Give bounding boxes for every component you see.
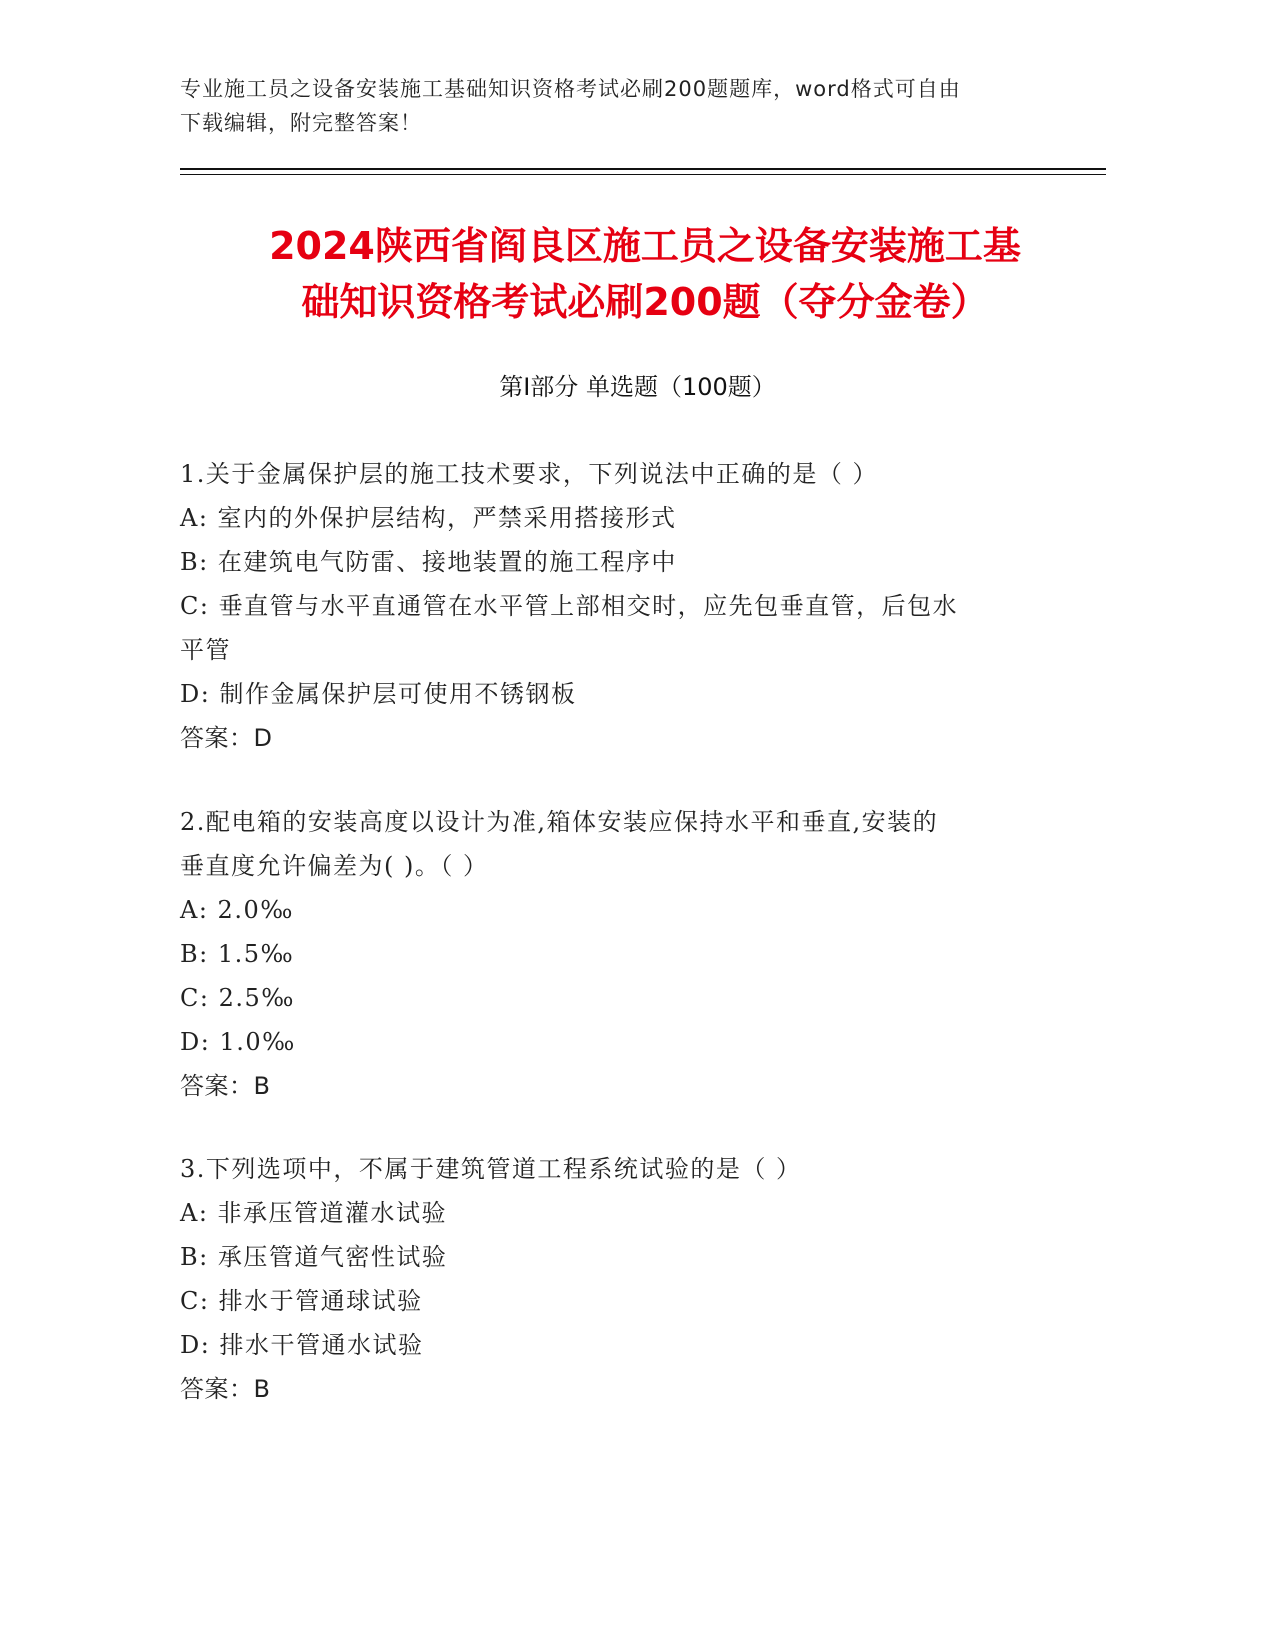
option-a: A: 室内的外保护层结构，严禁采用搭接形式 xyxy=(180,504,677,532)
section-heading: 第Ⅰ部分 单选题（100题） xyxy=(499,373,776,401)
option-a: A: 非承压管道灌水试验 xyxy=(180,1199,448,1227)
header-note xyxy=(180,72,1040,140)
document-title xyxy=(150,218,1140,330)
answer-label: 答案：D xyxy=(180,724,273,752)
option-c: C: 2.5‰ xyxy=(180,984,295,1012)
answer-label: 答案：B xyxy=(180,1375,271,1403)
question-stem: 2.配电箱的安装高度以设计为准,箱体安装应保持水平和垂直,安装的 xyxy=(180,808,939,836)
question-stem: 1.关于金属保护层的施工技术要求，下列说法中正确的是（ ） xyxy=(180,460,879,488)
option-b: B: 1.5‰ xyxy=(180,940,295,968)
question-block xyxy=(180,1147,1050,1411)
question-stem: 3.下列选项中，不属于建筑管道工程系统试验的是（ ） xyxy=(180,1155,802,1183)
option-c: C: 垂直管与水平直通管在水平管上部相交时，应先包垂直管，后包水 xyxy=(180,592,959,620)
document-title-line: 2024陕西省阎良区施工员之设备安装施工基 xyxy=(269,224,1021,268)
question-stem-continued: 垂直度允许偏差为( )。（ ） xyxy=(180,852,489,880)
option-b: B: 在建筑电气防雷、接地装置的施工程序中 xyxy=(180,548,677,576)
header-divider xyxy=(180,174,1106,175)
question-block xyxy=(180,800,1050,1108)
document-title-line: 础知识资格考试必刷200题（夺分金卷） xyxy=(301,280,989,324)
option-d: D: 1.0‰ xyxy=(180,1028,296,1056)
answer-label: 答案：B xyxy=(180,1072,271,1100)
option-c-continued: 平管 xyxy=(180,636,231,664)
option-d: D: 排水干管通水试验 xyxy=(180,1331,424,1359)
option-a: A: 2.0‰ xyxy=(180,896,294,924)
header-note-line: 下载编辑，附完整答案！ xyxy=(180,111,422,135)
header-note-line: 专业施工员之设备安装施工基础知识资格考试必刷200题题库，word格式可自由 xyxy=(180,77,961,101)
question-block xyxy=(180,452,1050,760)
option-b: B: 承压管道气密性试验 xyxy=(180,1243,448,1271)
header-divider xyxy=(180,168,1106,170)
option-d: D: 制作金属保护层可使用不锈钢板 xyxy=(180,680,577,708)
option-c: C: 排水于管通球试验 xyxy=(180,1287,423,1315)
